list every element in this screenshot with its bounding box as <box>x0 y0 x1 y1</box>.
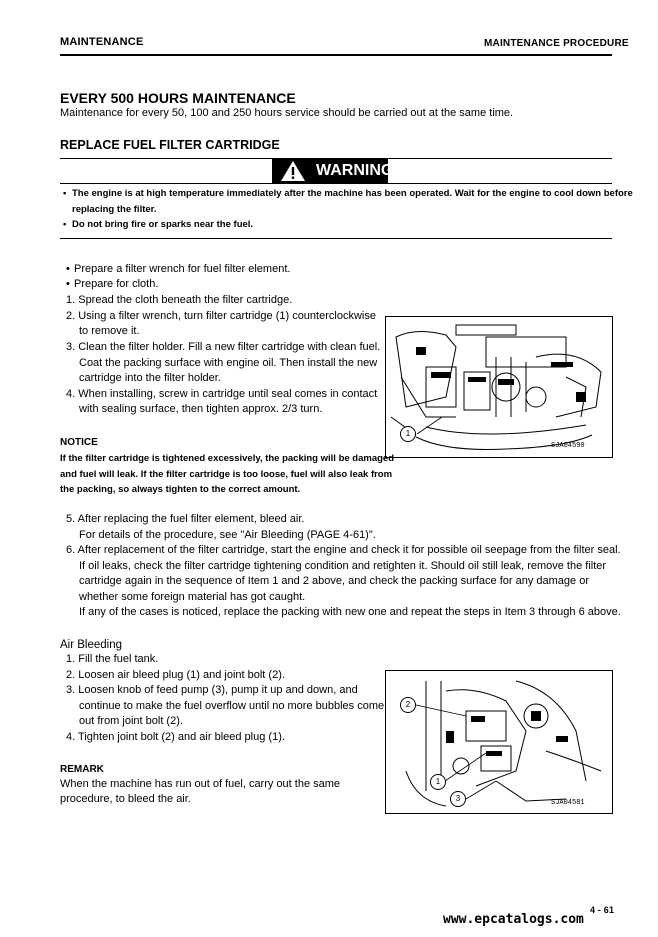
air-step-2: 2. Loosen air bleed plug (1) and joint bolt (2). <box>66 669 285 681</box>
engine-illustration <box>386 317 612 457</box>
subsection-title: REPLACE FUEL FILTER CARTRIDGE <box>60 138 280 152</box>
step-2: 2. Using a filter wrench, turn filter cartridge (1) counterclockwise <box>66 310 376 322</box>
section-title: EVERY 500 HOURS MAINTENANCE <box>60 90 296 106</box>
figure-air-bleeding <box>385 670 613 814</box>
notice-line-2: and fuel will leak. If the filter cartridge is too loose, fuel will also leak from <box>60 469 393 480</box>
fig1-code: SJA04590 <box>551 442 585 450</box>
warning-line-2: replacing the filter. <box>72 204 157 215</box>
step-5: 5. After replacing the fuel filter element, bleed air. <box>66 513 305 525</box>
air-step-3: 3. Loosen knob of feed pump (3), pump it up and down, and <box>66 684 358 696</box>
remark-line-1: When the machine has run out of fuel, carry out the same <box>60 778 341 790</box>
page-number: 4 - 61 <box>590 905 615 915</box>
air-step-1: 1. Fill the fuel tank. <box>66 653 159 665</box>
prep-2: Prepare for cloth. <box>74 278 159 290</box>
step-3: 3. Clean the filter holder. Fill a new filter cartridge with clean fuel. <box>66 341 381 353</box>
header-right: MAINTENANCE PROCEDURE <box>484 38 629 49</box>
notice-title: NOTICE <box>60 437 98 448</box>
warning-rule-bottom <box>60 238 612 239</box>
step-5-cont: For details of the procedure, see "Air Bleeding (PAGE 4-61)". <box>79 529 376 541</box>
fig2-code: SJA04581 <box>551 799 585 807</box>
header-rule <box>60 54 612 56</box>
figure-fuel-filter <box>385 316 613 458</box>
notice-line-3: the packing, so always tighten to the correct amount. <box>60 484 301 495</box>
warning-rule-mid <box>60 183 612 184</box>
feed-pump-illustration <box>386 671 612 813</box>
section-intro: Maintenance for every 50, 100 and 250 hours service should be carried out at the same time. <box>60 107 514 119</box>
step-6-cont-3: whether some foreign material has got caught. <box>79 591 306 603</box>
remark-line-2: procedure, to bleed the air. <box>60 793 191 805</box>
step-4-cont: with sealing surface, then tighten approx. 2/3 turn. <box>79 403 323 415</box>
fig1-callout: 1 <box>400 426 416 442</box>
step-2-cont: to remove it. <box>79 325 140 337</box>
step-6-cont-4: If any of the cases is noticed, replace the packing with new one and repeat the steps in Item 3 through 6 above. <box>79 606 621 618</box>
step-3-cont-2: cartridge into the filter holder. <box>79 372 221 384</box>
fig2-callout-2: 2 <box>400 697 416 713</box>
fig2-callout-3: 3 <box>450 791 466 807</box>
step-6-cont-1: If oil leaks, check the filter cartridge tightening condition and retighten it. Should oil still leak, remove the filter <box>79 560 607 572</box>
step-3-cont-1: Coat the packing surface with engine oil. Then install the new <box>79 357 378 369</box>
step-1: 1. Spread the cloth beneath the filter cartridge. <box>66 294 293 306</box>
warning-line-3: Do not bring fire or sparks near the fuel. <box>72 219 254 230</box>
header-left: MAINTENANCE <box>60 36 144 48</box>
warning-line-1: The engine is at high temperature immediately after the machine has been operated. Wait for the engine to cool down before <box>72 188 633 199</box>
warning-label: WARNING <box>316 162 394 179</box>
warning-banner <box>272 159 394 183</box>
air-bleeding-title: Air Bleeding <box>60 639 123 651</box>
air-step-3-cont-1: continue to make the fuel overflow until no more bubbles come <box>79 700 385 712</box>
notice-line-1: If the filter cartridge is tightened excessively, the packing will be damaged <box>60 453 395 464</box>
step-6: 6. After replacement of the filter cartridge, start the engine and check it for possible oil seepage from the filter seal. <box>66 544 621 556</box>
air-step-4: 4. Tighten joint bolt (2) and air bleed plug (1). <box>66 731 285 743</box>
remark-title: REMARK <box>60 764 104 775</box>
air-step-3-cont-2: out from joint bolt (2). <box>79 715 183 727</box>
step-6-cont-2: cartridge again in the sequence of Item 1 and 2 above, and check the packing surface for any damage or <box>79 575 589 587</box>
fig2-callout-1: 1 <box>430 774 446 790</box>
watermark-url: www.epcatalogs.com <box>443 912 584 927</box>
prep-1: Prepare a filter wrench for fuel filter element. <box>74 263 291 275</box>
warning-triangle-icon <box>280 160 306 182</box>
step-4: 4. When installing, screw in cartridge until seal comes in contact <box>66 388 378 400</box>
